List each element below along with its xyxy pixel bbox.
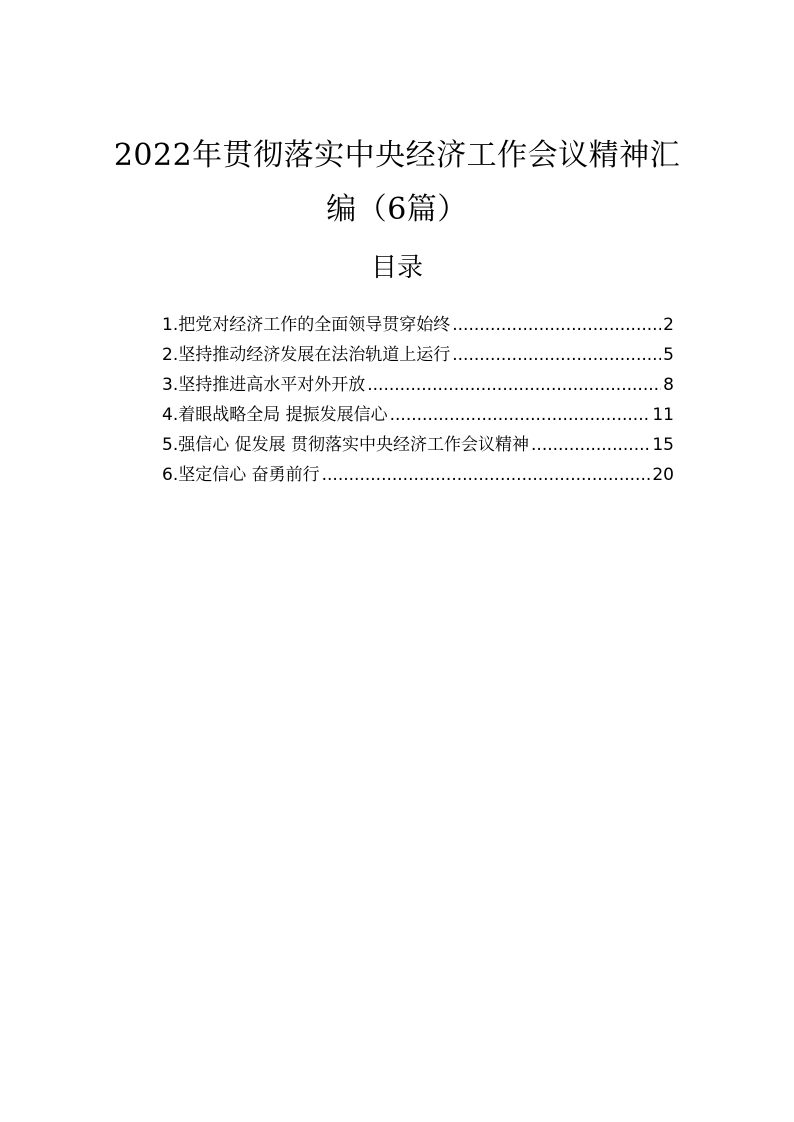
toc-dot-leader	[390, 400, 651, 430]
toc-page-number: 11	[652, 405, 674, 425]
toc-entry[interactable]	[162, 430, 674, 460]
toc-entry-title: 6.坚定信心 奋勇前行	[162, 465, 320, 485]
toc-entry-title: 3.坚持推进高水平对外开放	[162, 375, 366, 395]
toc-dot-leader	[322, 460, 651, 490]
document-title-line-2: 编（6篇）	[326, 192, 468, 227]
toc-entry[interactable]	[162, 340, 674, 370]
toc-page-number: 8	[663, 375, 674, 395]
toc-dot-leader	[367, 370, 661, 400]
toc-page-number: 2	[663, 315, 674, 335]
toc-dot-leader	[531, 430, 650, 460]
toc-page-number: 15	[652, 435, 674, 455]
toc-entry[interactable]	[162, 310, 674, 340]
toc-entry-title: 5.强信心 促发展 贯彻落实中央经济工作会议精神	[162, 435, 530, 455]
toc-page-number: 20	[652, 465, 674, 485]
toc-entry[interactable]	[162, 370, 674, 400]
toc-entry-title: 4.着眼战略全局 提振发展信心	[162, 405, 388, 425]
toc-dot-leader	[452, 310, 661, 340]
toc-entry[interactable]	[162, 400, 674, 430]
toc-page-number: 5	[663, 345, 674, 365]
document-title-line-1: 2022年贯彻落实中央经济工作会议精神汇	[113, 138, 681, 173]
toc-dot-leader	[452, 340, 661, 370]
table-of-contents	[162, 310, 674, 490]
toc-entry[interactable]	[162, 460, 674, 490]
toc-entry-title: 2.坚持推动经济发展在法治轨道上运行	[162, 345, 451, 365]
toc-heading: 目录	[370, 253, 423, 283]
toc-entry-title: 1.把党对经济工作的全面领导贯穿始终	[162, 315, 451, 335]
